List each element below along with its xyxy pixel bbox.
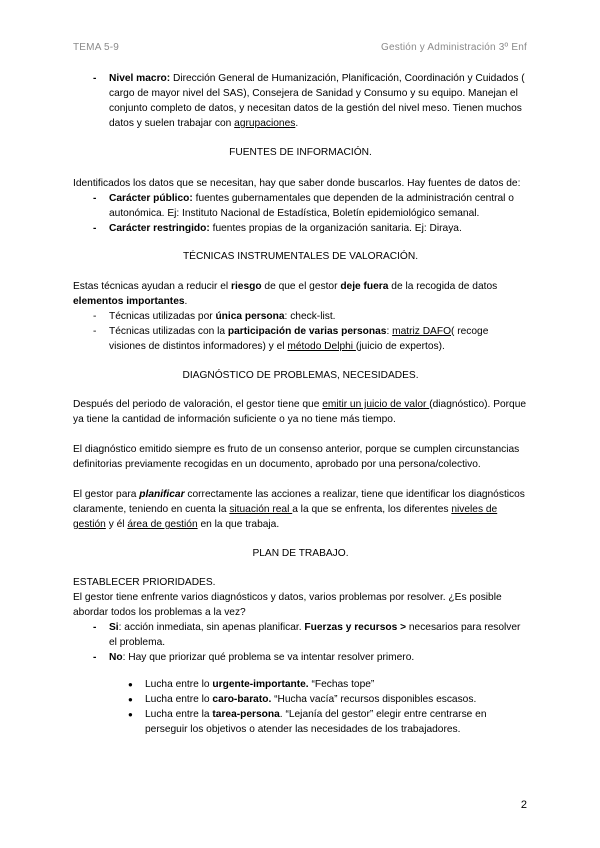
item1-tail: : check-list. [284,311,336,322]
list-item-no [73,650,528,665]
tecnicas-bold-elementos: elementos importantes [73,296,185,307]
si-tail: necesarios para resolver el problema. [109,622,521,648]
list-item-si [73,620,528,650]
tecnicas-intro [73,279,528,309]
restringido-term: Carácter restringido: [109,223,210,234]
list-item-varias-personas [73,324,528,354]
page-number: 2 [520,799,527,811]
tecnicas-bold-deje-fuera: deje fuera [340,281,389,292]
b3-bold: tarea-persona [212,709,280,720]
b3-tail: . “Lejanía del gestor” elegir entre centrarse en perseguir los objetivos o atender las necesidades de los trabajadores. [145,709,487,735]
macro-underlined-term: agrupaciones [234,118,296,129]
no-text: : Hay que priorizar qué problema se va intentar resolver primero. [122,652,415,663]
page-content [73,71,528,737]
metodo-delphi-underline: método Delphi [287,341,356,352]
diag-p3-text-4: y él [105,519,128,530]
list-item-publico [73,191,528,221]
no-term: No [109,652,123,663]
header-topic: TEMA 5-9 [73,42,120,53]
header-course: Gestión y Administración 3º Enf [380,42,527,53]
tecnicas-text-4: . [184,296,188,307]
b1-tail: “Fechas tope” [308,679,375,690]
bullet-tarea-persona [73,707,528,737]
macro-level-list [73,71,528,131]
tecnicas-text-2: de que el gestor [261,281,341,292]
b2-tail: “Hucha vacía” recursos disponibles escasos. [271,694,477,705]
b2-bold: caro-barato. [212,694,272,705]
bullet-caro-barato [73,692,528,707]
item1-bold: única persona [215,311,285,322]
item1-text: Técnicas utilizadas por [109,311,216,322]
section-heading-tecnicas: TÉCNICAS INSTRUMENTALES DE VALORACIÓN. [182,251,419,262]
prioridades-bullets [73,677,528,737]
list-item-restringido [73,221,528,236]
item2-colon: : [386,326,393,337]
section-heading-fuentes: FUENTES DE INFORMACIÓN. [229,147,372,158]
macro-term: Nivel macro: [109,73,171,84]
tecnicas-text-1: Estas técnicas ayudan a reducir el [73,281,231,292]
item2-text-2: ( recoge visiones de distintos informadores) y el [109,326,489,352]
tecnicas-bold-riesgo: riesgo [231,281,262,292]
plan-intro: El gestor tiene enfrente varios diagnósticos y datos, varios problemas por resolver. ¿Es posible abordar todos los problemas a la vez? [73,592,502,618]
si-bold: Fuerzas y recursos > [304,622,407,633]
publico-text: fuentes gubernamentales que dependen de la administración central o autonómica. Ej: Instituto Nacional de Estadística, Boletín epidemiológico semanal. [109,193,514,219]
section-heading-diagnostico: DIAGNÓSTICO DE PROBLEMAS, NECESIDADES. [182,370,419,381]
diag-p3-tail: en la que trabaja. [197,519,280,530]
situacion-real-underline: situación real [229,504,293,515]
tecnicas-list [73,309,528,354]
bullet-urgente-importante [73,677,528,692]
diagnostico-para-1 [73,397,528,427]
niveles-gestion-underline: niveles de gestión [73,504,498,530]
si-term: Si [109,622,119,633]
diag-p1-tail: (diagnóstico). Porque ya tiene la cantidad de información suficiente o ya no tiene más tiempo. [73,399,527,425]
b1-text: Lucha entre lo [145,679,213,690]
diagnostico-para-3 [73,487,528,532]
plan-list [73,620,528,665]
area-gestion-underline: área de gestión [127,519,198,530]
diag-p3-text-3: a la que se enfrenta, los diferentes [292,504,452,515]
diag-p3-text-2: correctamente las acciones a realizar, tiene que identificar los diagnósticos claramente, teniendo en cuenta la [73,489,525,515]
b2-text: Lucha entre lo [145,694,213,705]
publico-term: Carácter público: [109,193,193,204]
diag-p1-text: Después del periodo de valoración, el gestor tiene que [73,399,323,410]
diag-p3-text: El gestor para [73,489,140,500]
macro-text: Dirección General de Humanización, Planificación, Coordinación y Cuidados ( cargo de mayor nivel del SAS), Consejera de Sanidad y Consumo y su equipo. Manejan el conjunto completo de datos, y necesitan datos de la gestión del nivel meso. Tienen muchos datos y suelen trabajar con [109,73,525,129]
si-text: : acción inmediata, sin apenas planificar. [118,622,305,633]
item2-tail: (juicio de expertos). [355,341,445,352]
b1-bold: urgente-importante. [212,679,309,690]
fuentes-intro: Identificados los datos que se necesitan, hay que saber donde buscarlos. Hay fuentes de datos de: [73,178,521,189]
restringido-text: fuentes propias de la organización sanitaria. Ej: Diraya. [209,223,462,234]
list-item-unica-persona [73,309,528,324]
macro-text-end: . [295,118,299,129]
plan-subheading: ESTABLECER PRIORIDADES. [73,577,216,588]
item2-bold: participación de varias personas [227,326,387,337]
planificar-bold-italic: planificar [139,489,185,500]
fuentes-list [73,191,528,236]
tecnicas-text-3: de la recogida de datos [388,281,498,292]
juicio-valor-underline: emitir un juicio de valor [322,399,430,410]
diagnostico-para-2: El diagnóstico emitido siempre es fruto de un consenso anterior, porque se cumplen circunstancias definitorias previamente recogidas en un documento, aprobado por una persona/colectivo. [73,444,520,470]
matriz-dafo-underline: matriz DAFO [392,326,452,337]
section-heading-plan: PLAN DE TRABAJO. [252,548,349,559]
item2-text: Técnicas utilizadas con la [109,326,228,337]
list-item-macro [73,71,528,131]
b3-text: Lucha entre la [145,709,213,720]
